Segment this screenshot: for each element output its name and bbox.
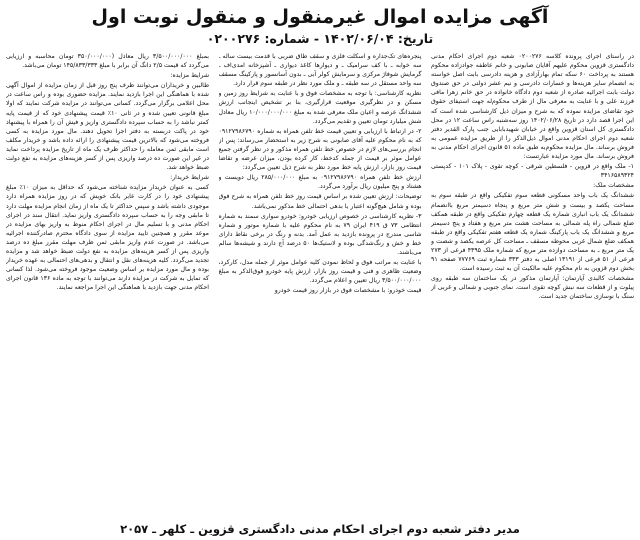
notice-title: آگهی مزایده اموال غیرمنقول و منقول نوبت اول <box>91 6 549 28</box>
paragraph: ارزش خط تلفن همراه ۰۹۱۲۷۹۸۶۷۹۰ به مبلغ ۲۸۵/۰۰۰/۰۰۰ ریال دویست و هشتاد و پنج میلیون ریال برآورد می‌گردد. <box>218 174 422 191</box>
paragraph: طالبین و خریداران می‌توانند ظرف پنج روز قبل از زمان مزایده از اموال آگهی شده با هماهنگی این اجرا بازدید نمایند. مزایده حضوری بوده و راس ساعت در محل اعلامی برگزار می‌گردد. کسانی می‌توانند در مزایده شرکت نمایند که اولا مبلغ قانونی تعیین شده و در ثانی ۱۰٪ قیمت پیشنهادی خود که از قیمت پایه کمتر نباشد را به حساب سپرده دادگستری واریز و فیش آن را همراه با پیشنهاد خود در پاکت دربسته به دفتر اجرا تحویل دهند. مال مورد مزایده به کسی فروخته می‌شود که بالاترین قیمت پیشنهادی را ارائه داده باشد و خریدار مکلف است مابقی ثمن معامله را حداکثر ظرف یک ماه از تاریخ مزایده پرداخت نماید در غیر این صورت ده درصد واریزی پس از کسر هزینه‌های مزایده به نفع دولت ضبط خواهد شد. <box>6 82 209 172</box>
notice-footer-signature: مدیر دفتر شعبه دوم اجرای احکام مدنی دادگستری قزوین ـ کلهر ـ ۲۰۵۷ <box>120 522 520 536</box>
paragraph: کسی به عنوان خریدار مزایده شناخته می‌شود که حداقل به میزان ۱۰٪ مبلغ پیشنهادی خود را در کارت عابر بانک خویش که در روز مزایده همراه دارد موجودی داشته باشد و سپس حداکثر تا یک ماه از زمان انجام مزایده مهلت دارد تا مابقی وجه را به حساب سپرده دادگستری واریز نماید. انتقال سند در اجرای احکام مدنی و با تسلیم مال در اجرای احکام منوط به واریز بهای مزایده در موعد مقرر و همچنین تایید مزایده از سوی دادگاه محترم صادرکننده اجرائیه می‌باشد. در صورت عدم واریز مابقی ثمن ظرف مهلت مقرر مبلغ ده درصد واریزی پس از کسر هزینه‌های مزایده به نفع دولت ضبط خواهد شد و مزایده تجدید می‌گردد. کلیه هزینه‌های نقل و انتقال و بدهی‌های احتمالی به عهده خریدار بوده و مال مورد مزایده بر اساس وضعیت موجود فروخته می‌شود. لذا کسانی که تمایل به شرکت در مزایده دارند می‌توانند با توجه به ماده ۱۳۶ قانون اجرای احکام مدنی جهت بازدید با هماهنگی این اجرا مراجعه نمایند. <box>6 184 209 292</box>
paragraph: مشخصات کالبدی آپارتمان: آپارتمان مذکور در یک ساختمان سه طبقه روی پیلوت و از قطعات سه نبش کوچه تقوی است. نمای جنوبی و شمالی و غربی از سنگ با نوسازی ساختمان جدید است. <box>431 275 634 301</box>
paragraph: با عنایت به مراتب فوق و لحاظ نمودن کلیه عوامل موثر از جمله مدل، کارکرد، وضعیت ظاهری و فنی و قیمت روز بازار، ارزش پایه خودرو فوق‌الذکر به مبلغ ۳/۵۰۰/۰۰۰/۰۰۰ ریال تعیین و اعلام می‌گردد. <box>218 259 422 285</box>
column-right <box>431 52 634 518</box>
paragraph: ۳- نظریه کارشناسی در خصوص ارزیابی خودرو: خودرو سواری سمند به شماره انتظامی ۷۳ ق ۴۱۹ ایران ۷۹ به نام محکوم علیه با شماره موتور و شماره شاسی مندرج در پرونده بازدید به عمل آمد. بدنه و رنگ در برخی نقاط دارای خط و خش و رنگ‌شدگی بوده و لاستیک‌ها ۵۰ درصد آج دارند و شیشه‌ها سالم می‌باشند. <box>218 212 422 256</box>
column-left <box>6 52 209 518</box>
paragraph: پنجره‌های تک‌جداره و اسکلت فلزی و سقف طاق ضربی با قدمت بیست ساله ـ سه خوابه ـ با کف سرامیک ـ و دیوارها کاغذ دیواری ـ آشپزخانه امدی‌اف ـ گرمایش شوفاژ مرکزی و سرمایش کولر آبی ـ بدون آسانسور و پارکینگ مسقف سه واحد مستقل در سه طبقه ـ و ملک مورد نظر در طبقه سوم قرار دارد. <box>218 53 422 88</box>
paragraph: شرایط مزایده: <box>170 72 209 80</box>
paragraph: نظریه کارشناسی: با توجه به مشخصات فوق و با عنایت به شرایط روز زمین و مسکن و در نظرگیری موقعیت قرارگیری، بنا بر تشخیص اینجانب ارزش ششدانگ عرصه و اعیان ملک معرفی شده به مبلغ ۱۰/۰۰۰/۰۰۰/۰۰۰ ریال معادل شش میلیارد تومان تعیین و تقدیم می‌گردد. <box>218 90 422 125</box>
paragraph: شرایط خریدار: <box>170 174 209 182</box>
notice-date-number: تاریخ: ۱۴۰۲/۰۶/۰۴ - شماره: ۰۲۰۰۲۷۶ <box>206 31 434 46</box>
paragraph: در راستای اجرای پرونده کلاسه ۰۲۰۰۲۷۶ شعبه دوم اجرای احکام مدنی دادگستری قزوین محکوم علیهم آقایان صابونی و خانم عاطفه جوادزاده محکوم هستند به پرداخت ۶۰ سکه تمام بهارآزادی و هزینه دادرسی بابت اصل خواسته به انضمام سایر هزینه‌ها و خسارات دادرسی و نیم عشر دولتی در حق صندوق دولت بابت اجرائیه صادره از شعبه دوم دادگاه خانواده در حق خانم زهرا مافی فرزند علی و با عنایت به معرفی مال از طرف محکوم‌له جهت استیفای حقوق خود تقاضای مزایده نموده که به شرح و میزان ذیل کارشناسی شده است که این اجرا قصد دارد در تاریخ ۱۴۰۲/۰۶/۲۸ روز سه‌شنبه راس ساعت ۱۲ در محل دادگستری کل استان قزوین واقع در خیابان شهیدبابایی جنب پارک القدیر دفتر شعبه دوم اجرای احکام مدنی اموال ذیل‌الذکر را از طریق مزایده عمومی به فروش برساند. مال مزایده محکوم‌به طبق ماده ۵۱ قانون اجرای احکام مدنی به فروش برساند. مال مورد مزایده عبارتست: <box>431 53 634 161</box>
paragraph: ۲- در ارتباط با ارزیابی و تعیین قیمت خط تلفن همراه به شماره ۰۹۱۲۷۹۸۶۷۹۰ که به نام محکوم علیه آقای صابونی به شرح زیر به استحضار می‌رساند: پس از انجام بررسی‌های لازم در خصوص خط تلفن همراه مذکور و در نظر گرفتن جمیع عوامل موثر بر قیمت از جمله کدخط، کار کرده بودن، میزان عرضه و تقاضا قیمت روز بازار، ارزش پایه خط مورد نظر به شرح ذیل تعیین می‌گردد: <box>218 127 422 172</box>
paragraph: مشخصات ملک: <box>593 182 634 190</box>
paragraph: ششدانگ یک باب واحد مسکونی قطعه سوم تفکیکی واقع در طبقه سوم به مساحت یکصد و بیست و شش متر مربع و پنجاه دسیمتر مربع باانضمام ششدانگ یک باب انباری شماره یک قطعه چهارم تفکیکی واقع در طبقه همکف ضلع شمالی راه پله شمالی به مساحت هشت متر مربع و هفتاد و پنج دسیمتر مربع و ششدانگ یک باب پارکینگ شماره یک قطعه هفتم تفکیکی واقع در طبقه همکف ضلع شمال غربی محوطه مسقف ـ مساحت کل عرصه یکصد و شصت و یک متر مربع ـ به مساحت دوازده متر مربع که شماره ملک ۴۳۹۵ فرعی از ۲۷۳ فرعی از ۵۱ فرعی از ۱۳۱۹۱ اصلی به دفتر ۳۳۳ شماره ثبت ۷۷۷۶۹ صفحه ۹۱ بخش دوم قزوین به نام محکوم علیه مالکیت آن به ثبت رسیده است. <box>431 192 634 273</box>
paragraph: توضیحات: ارزش تعیین شده بر اساس قیمت روز خط تلفن همراه به شرح فوق بوده و شامل هیچ‌گونه اعتبار یا بدهی احتمالی خط مذکور نمی‌باشد. <box>218 193 422 210</box>
paragraph: قیمت خودرو: با مشخصات فوق در بازار روز قیمت خودرو <box>274 287 422 295</box>
paragraph: ۱- ملک واقع در قزوین - فلسطین شرقی - کوچه تقوی - پلاک ۱۰۱ - کدپستی ۳۴۱۶۵۸۹۳۲۴ <box>431 163 634 180</box>
column-middle <box>219 52 422 518</box>
notice-columns <box>6 52 634 518</box>
paragraph: بمبلغ ۳/۵۰۰/۰۰۰/۰۰۰ ریال معادل (۳۵۰/۰۰۰/۰۰۰ تومان محاسبه و ارزیابی می‌گردد که قیمت ۲/۵ دانگ آن برابر با مبلغ ۱۴۵/۸۳۳/۳۳۳ تومان می‌باشد. <box>6 53 209 70</box>
